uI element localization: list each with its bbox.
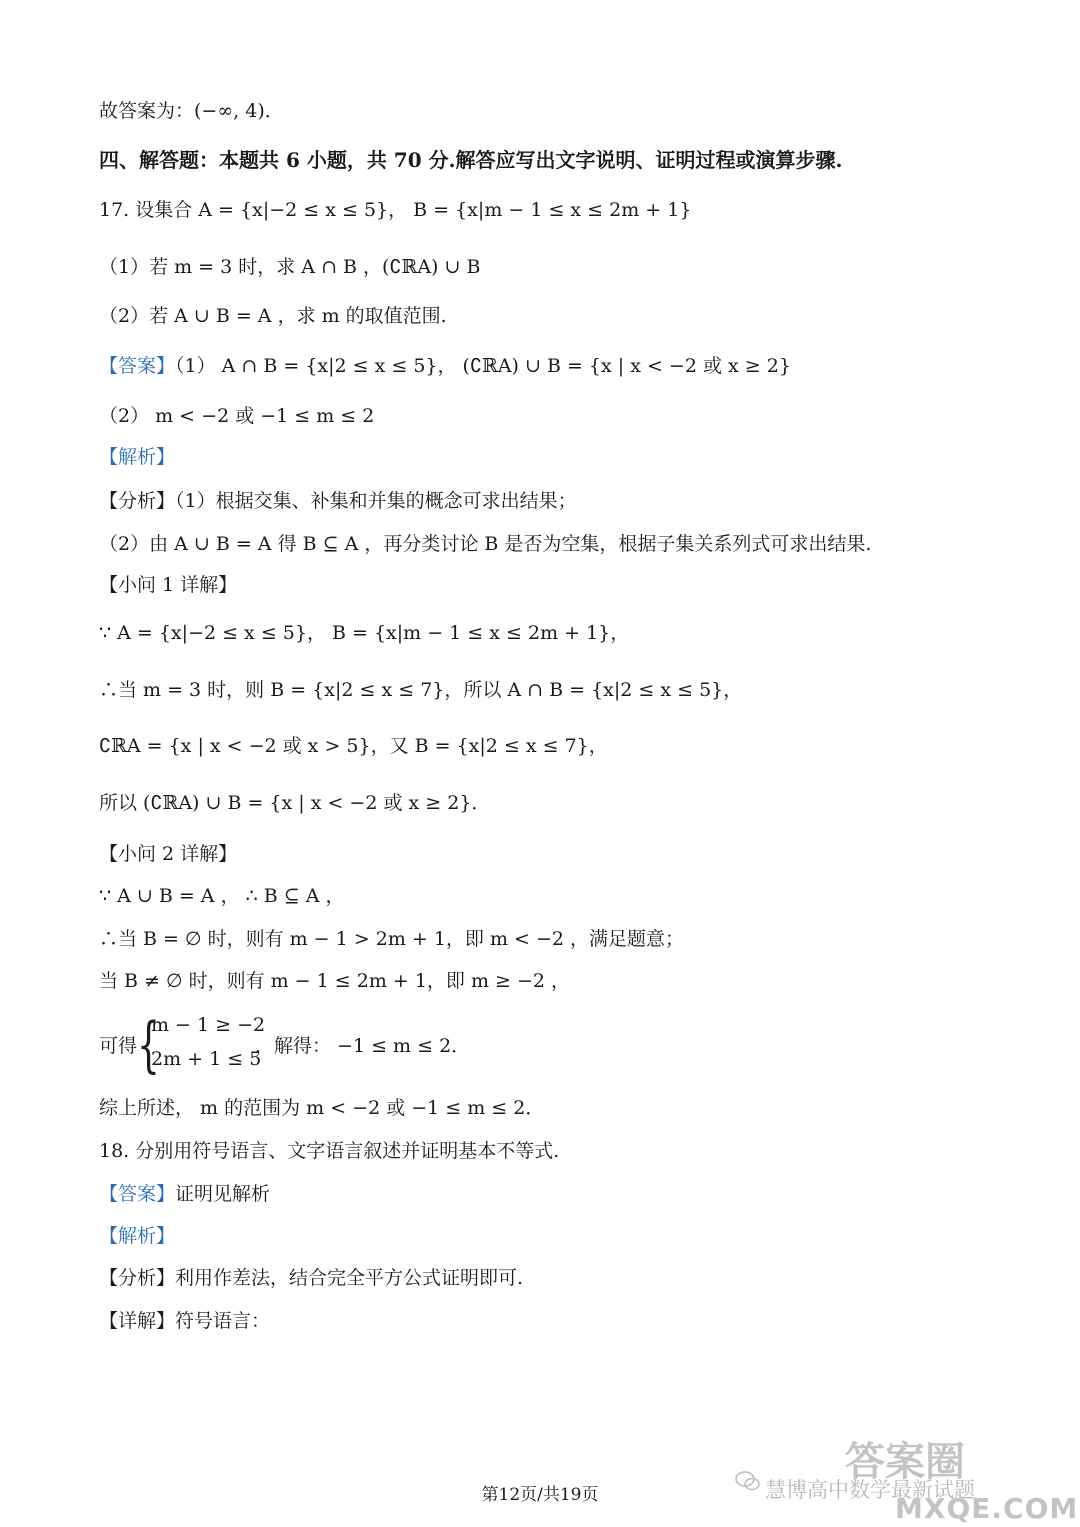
q18-answer (99, 1180, 270, 1208)
q17-answer-part2: （2） m < −2 或 −1 ≤ m ≤ 2 (99, 405, 375, 427)
answer-text: （1） A ∩ B = {x|2 ≤ x ≤ 5}， (∁ℝA) ∪ B = {x | x < −2 或 x ≥ 2} (175, 355, 791, 377)
subq2-heading: 【小问 2 详解】 (99, 843, 238, 865)
q17-answer (99, 352, 791, 380)
analysis-tag: 【解析】 (99, 446, 176, 468)
answer-tag: 【答案】 (99, 355, 176, 377)
system-brace: { (137, 1010, 160, 1080)
watermark-text: 慧博高中数学最新试题 (765, 1478, 975, 1502)
solution-line-5: ∵ A ∪ B = A ， ∴ B ⊆ A ， (99, 885, 345, 907)
system-row-1: m − 1 ≥ −2 (151, 1014, 266, 1036)
analysis-line-1: 【分析】（1）根据交集、补集和并集的概念可求出结果； (99, 490, 577, 512)
page-footer: 第12页/共19页 (481, 1485, 599, 1505)
q18-detail: 【详解】符号语言： (99, 1310, 271, 1332)
solution-line-7: 当 B ≠ ∅ 时，则有 m − 1 ≤ 2m + 1，即 m ≥ −2 ， (99, 970, 571, 992)
solution-line-4: 所以 (∁ℝA) ∪ B = {x | x < −2 或 x ≥ 2}． (99, 792, 491, 814)
solution-line-6: ∴当 B = ∅ 时，则有 m − 1 > 2m + 1，即 m < −2 ，满足题意； (99, 928, 685, 950)
system-label: 可得 (99, 1035, 138, 1057)
q17-part1: （1）若 m = 3 时，求 A ∩ B ，(∁ℝA) ∪ B (99, 256, 481, 278)
watermark-stamp: 答案圈 (845, 1439, 965, 1485)
answer-tag: 【答案】 (99, 1183, 176, 1205)
section-heading: 四、解答题：本题共 6 小题，共 70 分.解答应写出文字说明、证明过程或演算步骤. (99, 148, 843, 172)
solution-line-1: ∵ A = {x|−2 ≤ x ≤ 5}， B = {x|m − 1 ≤ x ≤ 2m + 1}， (99, 622, 630, 644)
system-row-2: 2m + 1 ≤ 5 (151, 1048, 262, 1070)
system-result: ，解得： −1 ≤ m ≤ 2． (255, 1035, 471, 1057)
solution-line-3: ∁ℝA = {x | x < −2 或 x > 5}，又 B = {x|2 ≤ x ≤ 7}， (99, 735, 608, 757)
answer-line-16: 故答案为：(−∞, 4)． (99, 100, 284, 122)
q18-analysis-tag: 【解析】 (99, 1225, 176, 1247)
q17-part2: （2）若 A ∪ B = A ，求 m 的取值范围. (99, 305, 447, 327)
analysis-line-2: （2）由 A ∪ B = A 得 B ⊆ A ，再分类讨论 B 是否为空集，根据子集关系列式可求出结果. (99, 533, 872, 555)
conclusion-line: 综上所述， m 的范围为 m < −2 或 −1 ≤ m ≤ 2． (99, 1097, 545, 1119)
subq1-heading: 【小问 1 详解】 (99, 574, 238, 596)
answer-text: 证明见解析 (175, 1183, 271, 1205)
question-18: 18. 分别用符号语言、文字语言叙述并证明基本不等式. (99, 1140, 560, 1162)
solution-line-2: ∴当 m = 3 时，则 B = {x|2 ≤ x ≤ 7}，所以 A ∩ B = {x|2 ≤ x ≤ 5}， (99, 679, 743, 701)
watermark-url: MXQE.COM (895, 1492, 1079, 1525)
watermark (735, 1430, 1079, 1525)
q18-analysis: 【分析】利用作差法，结合完全平方公式证明即可. (99, 1267, 524, 1289)
question-17: 17. 设集合 A = {x|−2 ≤ x ≤ 5}， B = {x|m − 1 ≤ x ≤ 2m + 1} (99, 199, 692, 221)
